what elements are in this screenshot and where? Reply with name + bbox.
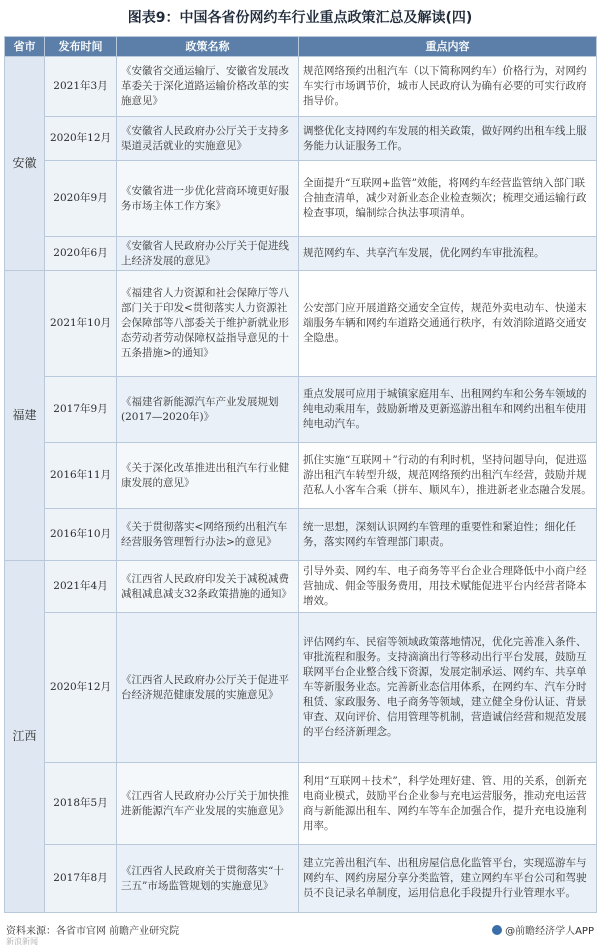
policy-name-cell: 《江西省人民政府印发关于减税减费减租减息减支32条政策措施的通知》 xyxy=(117,561,299,613)
province-cell: 安徽 xyxy=(5,57,45,271)
content-cell: 评估网约车、民宿等领域政策落地情况，优化完善准入条件、审批流程和服务。支持滴滴出行等移动出行平台发展，鼓励互联网平台企业整合线下资源，发展定制承运、网约车、共享单车等新服务业态。完善新业态信用体系，在网约车、汽车分时租赁、家政服务、电子商务等领域，建立健全身份认证、背景审查、双向评价、信用管理等机制，营造诚信经营和规范发展的平台经济新理念。 xyxy=(299,613,597,763)
policy-name-cell: 《江西省人民政府办公厅关于加快推进新能源汽车产业发展的实施意见》 xyxy=(117,763,299,845)
policy-name-cell: 《江西省人民政府办公厅关于促进平台经济规范健康发展的实施意见》 xyxy=(117,613,299,763)
source-note: 资料来源：各省市官网 前瞻产业研究院 xyxy=(6,926,180,937)
date-cell: 2021年4月 xyxy=(45,561,117,613)
table-row xyxy=(5,57,597,117)
table-row xyxy=(5,117,597,161)
date-cell: 2018年5月 xyxy=(45,763,117,845)
table-header-row xyxy=(5,37,597,57)
content-cell: 规范网络预约出租汽车（以下简称网约车）价格行为，对网约车实行市场调节价，城市人民政府认为确有必要的可实行政府指导价。 xyxy=(299,57,597,117)
table-row xyxy=(5,161,597,237)
date-cell: 2020年6月 xyxy=(45,237,117,271)
policy-name-cell: 《关于贯彻落实<网络预约出租汽车经营服务管理暂行办法>的意见》 xyxy=(117,509,299,561)
content-cell: 利用“互联网＋技术”，科学处理好建、管、用的关系，创新充电商业模式，鼓励平台企业参与充电运营服务，推动充电运营商与新能源出租车、网约车等车企加强合作，提升充电设施利用率。 xyxy=(299,763,597,845)
table-row xyxy=(5,561,597,613)
header-date: 发布时间 xyxy=(45,37,117,57)
table-row xyxy=(5,613,597,763)
table-row xyxy=(5,237,597,271)
date-cell: 2021年10月 xyxy=(45,271,117,377)
brand-credit xyxy=(492,922,594,937)
policy-table xyxy=(4,36,597,913)
policy-name-cell: 《安徽省交通运输厅、安徽省发展改革委关于深化道路运输价格改革的实施意见》 xyxy=(117,57,299,117)
content-cell: 抓住实施“互联网＋”行动的有利时机，坚持问题导向，促进巡游出租汽车转型升级，规范网络预约出租汽车经营，鼓励并规范私人小客车合乘（拼车、顺风车），推进新老业态融合发展。 xyxy=(299,443,597,509)
content-cell: 引导外卖、网约车、电子商务等平台企业合理降低中小商户经营抽成、佣金等服务费用，用技术赋能促进平台内经营者降本增效。 xyxy=(299,561,597,613)
policy-name-cell: 《关于深化改革推进出租汽车行业健康发展的意见》 xyxy=(117,443,299,509)
chart-title: 图表9：中国各省份网约车行业重点政策汇总及解读(四) xyxy=(127,10,473,26)
date-cell: 2020年12月 xyxy=(45,117,117,161)
date-cell: 2016年11月 xyxy=(45,443,117,509)
table-row xyxy=(5,271,597,377)
policy-name-cell: 《安徽省人民政府办公厅关于促进线上经济发展的意见》 xyxy=(117,237,299,271)
policy-name-cell: 《江西省人民政府关于贯彻落实“十三五”市场监管规划的实施意见》 xyxy=(117,845,299,913)
date-cell: 2017年9月 xyxy=(45,377,117,443)
content-cell: 统一思想，深刻认识网约车管理的重要性和紧迫性；细化任务，落实网约车管理部门职责。 xyxy=(299,509,597,561)
watermark: 新浪新闻 xyxy=(6,937,38,945)
header-name: 政策名称 xyxy=(117,37,299,57)
table-row xyxy=(5,763,597,845)
header-province: 省市 xyxy=(5,37,45,57)
content-cell: 建立完善出租汽车、出租房屋信息化监管平台，实现巡游车与网约车、网约房屋分享分类监管，建立网约车平台公司和驾驶员不良记录名单制度，运用信息化手段提升行业管理水平。 xyxy=(299,845,597,913)
policy-name-cell: 《福建省人力资源和社会保障厅等八部门关于印发<贯彻落实人力资源社会保障部等八部委关于维护新就业形态劳动者劳动保障权益指导意见的十五条措施>的通知》 xyxy=(117,271,299,377)
date-cell: 2020年12月 xyxy=(45,613,117,763)
date-cell: 2020年9月 xyxy=(45,161,117,237)
content-cell: 调整优化支持网约车发展的相关政策，做好网约出租车线上服务能力认证服务工作。 xyxy=(299,117,597,161)
brand-label: @前瞻经济学人APP xyxy=(505,926,594,937)
date-cell: 2016年10月 xyxy=(45,509,117,561)
footer xyxy=(0,915,600,945)
header-content: 重点内容 xyxy=(299,37,597,57)
table-row xyxy=(5,377,597,443)
table-row xyxy=(5,845,597,913)
brand-logo-icon xyxy=(492,925,502,935)
province-cell: 江西 xyxy=(5,561,45,913)
content-cell: 规范网约车、共享汽车发展，优化网约车审批流程。 xyxy=(299,237,597,271)
policy-name-cell: 《安徽省人民政府办公厅关于支持多渠道灵活就业的实施意见》 xyxy=(117,117,299,161)
date-cell: 2021年3月 xyxy=(45,57,117,117)
policy-name-cell: 《福建省新能源汽车产业发展规划(2017—2020年)》 xyxy=(117,377,299,443)
province-cell: 福建 xyxy=(5,271,45,561)
table-row xyxy=(5,509,597,561)
table-row xyxy=(5,443,597,509)
content-cell: 全面提升“互联网+监管”效能，将网约车经营监管纳入部门联合抽查清单，减少对新业态企业检查频次；梳理交通运输行政检查事项，编制综合执法事项清单。 xyxy=(299,161,597,237)
policy-name-cell: 《安徽省进一步优化营商环境更好服务市场主体工作方案》 xyxy=(117,161,299,237)
date-cell: 2017年8月 xyxy=(45,845,117,913)
content-cell: 公安部门应开展道路交通安全宣传，规范外卖电动车、快递末端服务车辆和网约车道路交通通行秩序，有效消除道路交通安全隐患。 xyxy=(299,271,597,377)
content-cell: 重点发展可应用于城镇家庭用车、出租网约车和公务车领域的纯电动乘用车，鼓励新增及更新巡游出租车和网约出租车使用纯电动汽车。 xyxy=(299,377,597,443)
